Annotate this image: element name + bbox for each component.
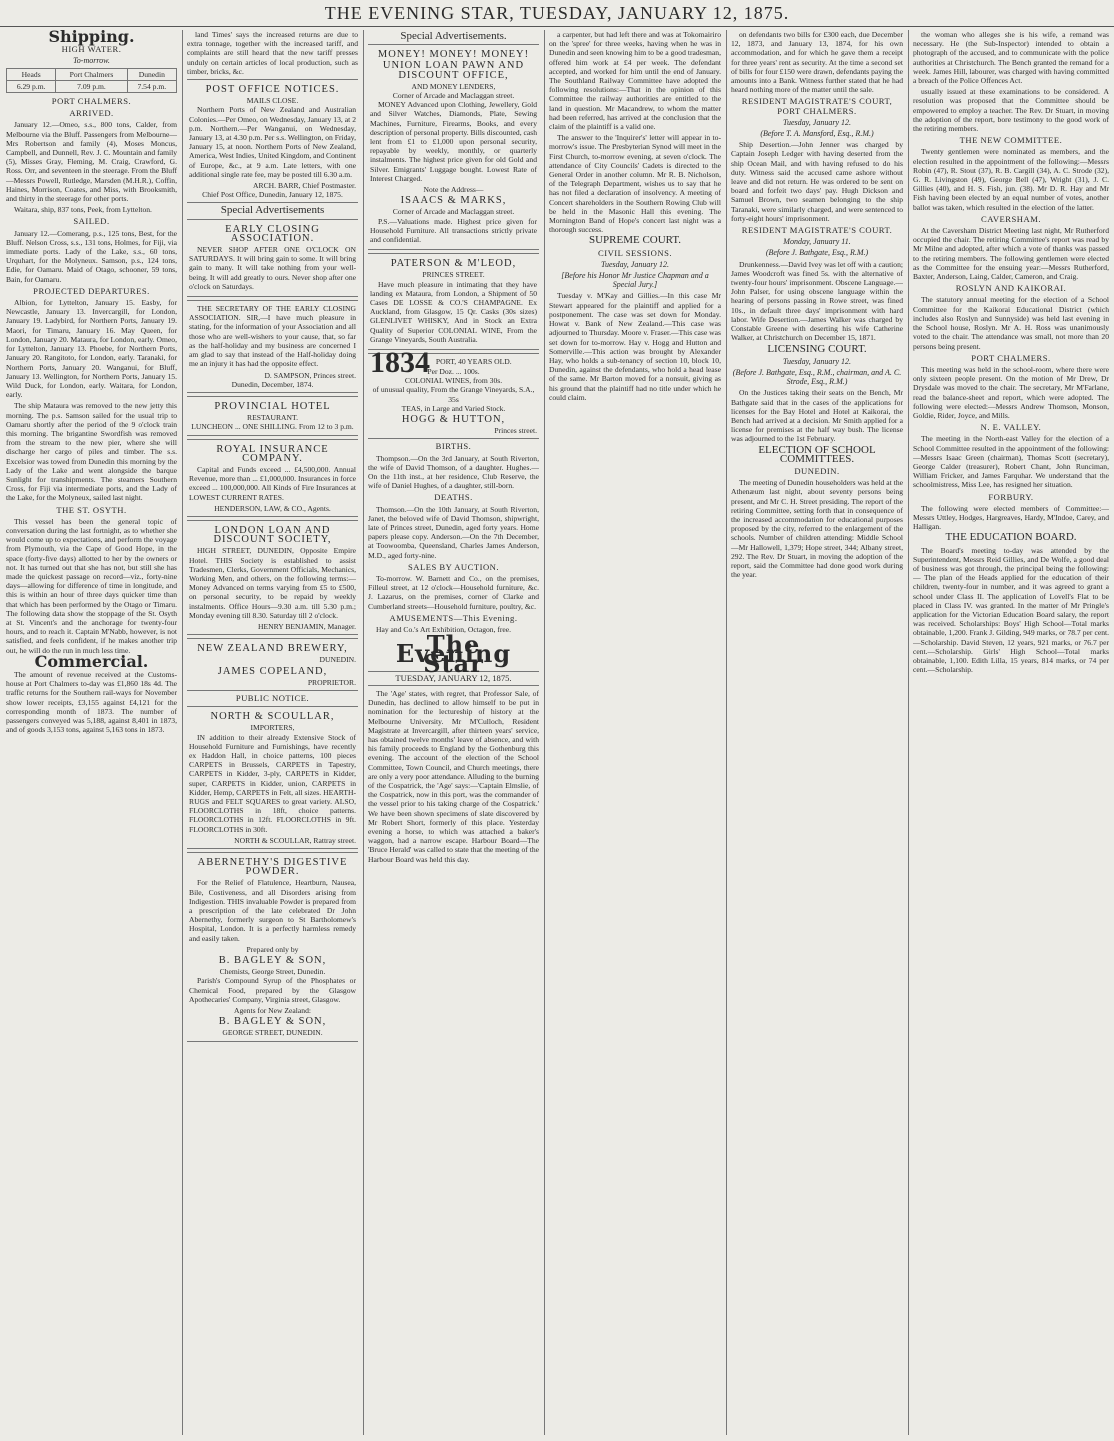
hotel-ad bbox=[187, 396, 358, 436]
royal-insurance-ad bbox=[187, 439, 358, 517]
high-water-heading: HIGH WATER. bbox=[61, 44, 122, 55]
news-middle-text: The answer to the 'Inquirer's' letter will appear in to-morrow's issue. The Presbyterian Synod will meet in the First Church, to-morrow evening, at seven o'clock. The attendance of City Councils' Cadets is directed to the General Order in another column. Mr R. B. Nicholson, of the Telegraph Department, wishes us to say that he has not filed a declaration of insolvency. A meeting of Concert shareholders in the Southern Rowing Club will be held in the Masonic Hall this evening. The Mornington Band of Hope's concert last night was a thorough success. bbox=[549, 133, 721, 235]
secretary-date: Dunedin, December, 1874. bbox=[231, 379, 314, 389]
parish-text: Parish's Compound Syrup of the Phosphates or Chemical Food, prepared by the Glasgow Apothecaries' Company, Virginia street, Glasgow. bbox=[189, 976, 356, 1004]
deaths-heading: DEATHS. bbox=[434, 492, 473, 503]
powder-heading: ABERNETHY'S DIGESTIVE POWDER. bbox=[197, 857, 348, 878]
brewery-place: DUNEDIN. bbox=[319, 655, 356, 665]
hogg-street: Princes street. bbox=[494, 426, 537, 436]
powder-ad bbox=[187, 852, 358, 1042]
port-text: PORT, 40 YEARS OLD. bbox=[435, 357, 512, 367]
union-postscript: P.S.—Valuations made. Highest price given for Household Furniture. All transactions strictly private and confidential. bbox=[370, 216, 537, 245]
teachers-text: usually issued at these examinations to be considered. A resolution was proposed that the Committee should be empowered to employ a teacher. The Rev. Dr Stuart, in moving the adoption of the report, bore testimony to the good work of the retiring members. bbox=[913, 87, 1109, 134]
royal-agents: HENDERSON, LAW, & CO., Agents. bbox=[214, 503, 331, 513]
rm-port-heading: RESIDENT MAGISTRATE'S COURT, PORT CHALMERS. bbox=[741, 96, 893, 116]
forbury-text: The following were elected members of Committee:—Messrs Uttley, Hodges, Hargreaves, Hardy, M'Indoe, Carey, and Halligan. bbox=[913, 503, 1109, 532]
osyth-heading: THE ST. OSYTH. bbox=[56, 504, 127, 515]
shipping-news: The ship Mataura was removed to the new jetty this morning. The p.s. Samson sailed for the usual trip to Oamaru shortly after the period of the 9 o'clock train this morning. The brigantine Swordfish was removed from the stream to the new pier, where she will discharge her cargo of piles and timber. The s.s. Excelsior was towed from Dunedin this morning by the Lady of the Lake and went alongside the barque Sunlight for transhipments. The steamers Southern Cross, for Fiji via intermediate ports, and the Lady of the Lake, for the Molyneux, sailed last night. bbox=[6, 401, 177, 503]
shipping-heading: Shipping. bbox=[48, 30, 135, 46]
forbury-heading: FORBURY. bbox=[988, 491, 1034, 502]
courts-intro-text: on defendants two bills for £300 each, due December 12, 1873, and January 13, 1874, for his own accommodation, and for which he gave them a receipt for three years' rent as security. At the time a second set of bills for four £150 were drawn, defendants paying the amounts into a Bank. Witness further stated that he had heard nothing more of the matter until the sale. bbox=[731, 30, 903, 95]
new-committee-text: Twenty gentlemen were nominated as members, and the election resulted in the appointment of the following:—Messrs Robin (47), R. Stout (37), R. B. Cargill (34), A. C. Strode (32), G. R. Livingston (49), George Bell (47), Wright (31), J. C. Gillies (40), and H. S. Fish, jun. (38). Mr D. R. Hay and Mr Fish having been elected by an equal number of votes, another ballot was taken, which resulted in the election of the latter. bbox=[913, 147, 1109, 212]
agents-name: B. BAGLEY & SON, bbox=[218, 1016, 327, 1028]
licensing-before: (Before J. Bathgate, Esq., R.M., chairman, and A. C. Strode, Esq., R.M.) bbox=[732, 367, 902, 387]
hotel-title: PROVINCIAL HOTEL bbox=[214, 400, 331, 412]
rm-port-date: Tuesday, January 12. bbox=[783, 117, 851, 127]
education-intro-text: the woman who alleges she is his wife, a remand was necessary. He (the Sub-Inspector) intended to obtain a photograph of the accused, and to communicate with the police authorities at Christchurch. The Bench granted the remand for a week. James Hill, labourer, was charged with having committed a breach of the Police Offences Act. bbox=[913, 30, 1109, 86]
column-rule bbox=[908, 30, 909, 1435]
licensing-date: Tuesday, January 12. bbox=[783, 356, 851, 366]
colonial-subtext: of unusual quality, From the Grange Vineyards, S.A., 35s bbox=[372, 385, 535, 404]
prepared-by: Prepared only by bbox=[246, 944, 299, 954]
postmaster-signature: ARCH. BARR, Chief Postmaster. bbox=[253, 181, 356, 191]
london-text: HIGH STREET, DUNEDIN, Opposite Empire Hotel. THIS Society is established to assist Tradesmen, Clerks, Government Officials, Mechanics, Working Men, and others, on the following terms:— Money Advanced on terms varying from £5 to £500, on personal security, to be repaid by weekly instalments. Office Hours—9.30 a.m. till 5.30 p.m.; Monday evening till 8.30. Saturday till 2 o'clock. bbox=[189, 546, 356, 620]
secretary-signature: D. SAMPSON, Princes street. bbox=[264, 370, 356, 380]
rm-dunedin-heading: RESIDENT MAGISTRATE'S COURT. bbox=[741, 225, 893, 236]
london-signature: HENRY BENJAMIN, Manager. bbox=[257, 621, 356, 631]
hotel-subtitle: RESTAURANT. bbox=[247, 413, 298, 423]
hotel-text: LUNCHEON ... ONE SHILLING. From 12 to 3 p.m. bbox=[191, 422, 354, 432]
election-place: DUNEDIN. bbox=[794, 465, 840, 476]
education-board-heading: THE EDUCATION BOARD. bbox=[945, 531, 1077, 544]
ne-valley-text: The meeting in the North-east Valley for the election of a School Committee resulted in the appointment of the following:—Messrs Isaac Green (chairman), Thomas Scott (secretary), George Calder (treasurer), Robert Chant, John Runciman, William Fricker, and James Farquhar. We understand that the schoolmistress, Miss Lee, has resigned her situation. bbox=[913, 434, 1109, 490]
brewery-ad bbox=[187, 638, 358, 691]
amusements-heading: AMUSEMENTS—This Evening. bbox=[389, 612, 518, 623]
page-masthead: THE EVENING STAR, TUESDAY, JANUARY 12, 1875. bbox=[0, 0, 1114, 27]
post-dateline: Chief Post Office, Dunedin, January 12, 1875. bbox=[202, 190, 343, 200]
roslyn-heading: ROSLYN AND KAIKORAI. bbox=[955, 283, 1067, 294]
amusements-text: Hay and Co.'s Art Exhibition, Octagon, free. bbox=[376, 625, 512, 635]
column-education bbox=[913, 30, 1109, 1435]
powder-text: For the Relief of Flatulence, Heartburn, Nausea, Bile, Costiveness, and all Disorders arising from Indigestion. THIS invaluable Powder is prepared from a prescription of the late celebrated Dr John Abernethy, formerly surgeon to St Bartholomew's Hospital, London. It is a perfectly harmless remedy and easily taken. bbox=[189, 878, 356, 943]
scoullar-role: IMPORTERS, bbox=[250, 723, 295, 733]
newspaper-nameplate: The Evening Star bbox=[395, 630, 512, 678]
sales-text: To-morrow. W. Barnett and Co., on the premises, Filleul street, at 12 o'clock—Household furniture, &c. J. Lazarus, on the premises, corner of Clarke and Cumberland streets—Household furniture, poultry, &c. bbox=[368, 574, 539, 611]
column-news bbox=[549, 30, 721, 1435]
money-title: MONEY! MONEY! MONEY! bbox=[377, 49, 530, 61]
secretary-text: THE SECRETARY OF THE EARLY CLOSING ASSOCIATION. SIR,—I have much pleasure in stating, for the information of your Association and all those who are well-wishers to your cause, that, so far as the half-holiday and my business are concerned I am glad to say that instead of the Half-holiday doing me an injury it has had the opposite effect. bbox=[189, 304, 356, 369]
court-text: Tuesday v. M'Kay and Gillies.—In this case Mr Stewart appeared for the plaintiff and applied for a postponement. The case was set down for Monday. Howat v. Bank of New Zealand.—This case was adjourned to Thursday. Moore v. Fraser.—This case was set down for to-morrow. Hay v. Hogg and Hutton and Somerville.—This action was brought by Alexander Hay, who holds a sub-tenancy of section 10, block 10, Dunedin, against the defendants, who hold a head lease of the same. Mr Barton moved for a nonsuit, giving as his ground that the plaintiff had no title under which he could claim. bbox=[549, 291, 721, 402]
column-rule bbox=[726, 30, 727, 1435]
new-committee-heading: THE NEW COMMITTEE. bbox=[959, 135, 1063, 146]
special-ads-heading: Special Advertisements bbox=[220, 204, 325, 217]
scoullar-text: IN addition to their already Extensive Stock of Household Furniture and Furnishings, have recently ex Haddon Hall, in choice patterns, 100 pieces CARPETS in Brussels, CARPETS in Tapestry, CARPETS in Kidder, 3-ply, CARPETS in Kidder, super, CARPETS in Kidder, union, CARPETS in Kidder, Hemp, CARPETS in Felt, all sizes. HEARTH-RUGS and FELT SQUARES to great variety. ALSO, FLOORCLOTHS in 18ft, choice patterns. FLOORCLOTHS in 12ft. FLOORCLOTHS in 9ft. FLOORCLOTHS in 30ft. bbox=[189, 732, 356, 834]
hogg-hutton-ad bbox=[368, 345, 539, 439]
election-heading: ELECTION OF SCHOOL COMMITTEES. bbox=[758, 443, 876, 465]
paterson-street: PRINCES STREET. bbox=[422, 270, 485, 280]
projected-label: PROJECTED DEPARTURES. bbox=[33, 285, 150, 296]
union-text: MONEY Advanced upon Clothing, Jewellery, Gold and Silver Watches, Diamonds, Plate, Sewing Machines, Furniture, Firearms, Books, and every description of personal property. Bills discounted, cash lent from £1 to £1,000 upon personal security, repayable by weekly, monthly, or quarterly instalments. The highest price given for old Gold and Silver. Emigrants' Luggage bought. Lowest Rate of Interest Charged. bbox=[370, 100, 537, 183]
column-rule bbox=[363, 30, 364, 1435]
births-heading: BIRTHS. bbox=[435, 441, 472, 452]
hogg-title: HOGG & HUTTON, bbox=[401, 413, 506, 425]
bagley-name: B. BAGLEY & SON, bbox=[218, 955, 327, 967]
port-year: 1834 bbox=[370, 345, 430, 379]
agents-label: Agents for New Zealand: bbox=[234, 1006, 311, 1016]
union-loan-ad bbox=[368, 44, 539, 250]
tide-time: 7.09 p.m. bbox=[56, 80, 127, 92]
scoullar-title: NORTH & SCOULLAR, bbox=[210, 711, 335, 723]
brewery-role: PROPRIETOR. bbox=[307, 677, 356, 687]
mails-label: MAILS CLOSE. bbox=[246, 96, 299, 106]
osyth-text: This vessel has been the general topic of conversation during the last fortnight, as to whether she would come up to expectations, and perform the voyage from Plymouth, via the Cape of Good Hope, in the space (forty-five days) allotted to her by the owners or not. It has turned out that she has not, but still she has made the quickest passage on record—viz., forty-nine days—allowing for difference of time in longitude, and this is within an hour of three days quicker time than that which has been performed by the Otago or Timaru. The following data show the stoppage of the St. Osyth at St. Vincent's and the anchorage for twenty-four hours, and to reach it. Captain M'Nabb, however, is not satisfied, and feels confident, if he makes another trip out, he will do the run in much less time. bbox=[6, 516, 177, 655]
rm-dunedin-before: (Before J. Bathgate, Esq., R.M.) bbox=[765, 248, 869, 258]
special-ads-heading: Special Advertisements. bbox=[400, 30, 507, 42]
paterson-text: Have much pleasure in intimating that they have landing ex Mataura, from London, a Shipment of 50 Cases DE LOSSE & CO.'S CHAMPAGNE. Ex Auckland, from Glasgow, 15 Qr. Casks (30s sizes) GLENLIVET WHISKY, And in Stock an Extra Quality of Superior COLONIAL WINE, From the Grange Vineyards, South Australia. bbox=[370, 279, 537, 344]
secretary-letter bbox=[187, 300, 358, 393]
column-shipping bbox=[6, 30, 177, 1435]
paterson-title: PATERSON & M'LEOD, bbox=[390, 258, 517, 270]
early-closing-text: NEVER SHOP AFTER ONE O'CLOCK ON SATURDAYS. It will bring gain to some. It will bring gain to many. It will take nothing from your well-being. It will add greatly to ours. Never shop after one o'clock on Saturdays. bbox=[189, 245, 356, 291]
column-notices bbox=[187, 30, 358, 1435]
royal-title: ROYAL INSURANCE COMPANY. bbox=[216, 443, 329, 464]
deaths-text: Thomson.—On the 10th January, at South Riverton, Janet, the beloved wife of David Thomson, shipwright, late of Princes street, Dunedin, aged forty years. Home papers please copy. Anderson.—On the 7th December, at Toowoomba, Queensland, Charles James Anderson, M.D., aged forty-nine. bbox=[368, 504, 539, 560]
sailed-text: January 12.—Comerang, p.s., 125 tons, Best, for the Bluff. Nelson Cross, s.s., 131 tons, Holmes, for Fiji, via immediate ports. Lady of the Lake, s.s., 60 tons, Urquhart, for the Molyneux. Samson, p.s., 124 tons, Edie, for Oamaru. Maid of Otago, schooner, 59 tons, Bain, for Oamaru. bbox=[6, 228, 177, 284]
supreme-court-heading: SUPREME COURT. bbox=[588, 234, 682, 247]
tide-header: Dunedin bbox=[127, 68, 176, 80]
arrived-label: ARRIVED. bbox=[69, 108, 114, 119]
union-corner: Corner of Arcade and Maclaggan street. bbox=[392, 207, 515, 217]
waitara-text: Waitara, ship, 837 tons, Peek, from Lyttelton. bbox=[14, 205, 152, 215]
arrived-text: January 12.—Omeo, s.s., 800 tons, Calder, from Melbourne via the Bluff. Passengers from Melbourne—Mrs Robertson and family (4), Moses Moncus, Campbell, and Dunnell, Rev. J. C. Mountain and family (5), Misses Gray, Fleming, M. Craig, Crawford, G. Ross. Orr, and seventeen in the steerage. From the Bluff—Messrs Powell, Rutledge, Marsden (M.H.R.), Coffin, Haines, Morrison, Coates, and Miss, with Brooksmith, and thirty in the steerage for other ports. bbox=[6, 120, 177, 204]
column-courts bbox=[731, 30, 903, 1435]
tide-time: 6.29 p.m. bbox=[7, 80, 56, 92]
early-closing-ad bbox=[187, 219, 358, 297]
ne-valley-heading: N. E. VALLEY. bbox=[980, 422, 1042, 433]
sailed-label: SAILED. bbox=[73, 216, 110, 227]
commercial-text: The amount of revenue received at the Customs-house at Port Chalmers to-day was £1,860 18s 4d. The traffic returns for the Southern rail-ways for November show lower receipts, £3,155 against £4,121 for the corresponding month of 1873. The number of passengers conveyed was 5,188, against 8,401 in 1873, and of goods 3,153 tons, against 5,163 tons in 1873. bbox=[6, 670, 177, 735]
news-intro-text: a carpenter, but had left there and was at Tokomairiro on the 'spree' for three weeks, having when he was in Dunedin and seen knowing him to be a good tradesman, offered him work at £4 per week. The defendant accepted, and worked for him until the end of January. The Southland Railway Committee have adopted the following resolutions:—That in the opinion of this Committee the railway authorities are entitled to the land in question. Mr Macandrew, to whom the matter had been referred, has arrived at the conclusion that the claim of the plaintiff is a valid one. bbox=[549, 30, 721, 132]
rm-port-text: Ship Desertion.—John Jenner was charged by Captain Joseph Ledger with having deserted from the ship Ocean Mail, and with having refused to do his duty. Witness said the accused came ashore without leave and did not return. He was ordered to be sent on board and forfeit two days' pay. Hugh Dickson and Samuel Brown, two seamen belonging to the ship Taranaki, were similarly charged, and were sentenced to forty-eight hours' imprisonment. bbox=[731, 140, 903, 223]
royal-text: Capital and Funds exceed ... £4,500,000. Annual Revenue, more than ... £1,000,000. Insurances in force exceed ... 100,000,000. All Kinds of Fire Insurances at LOWEST CURRENT RATES. bbox=[189, 464, 356, 502]
tide-table bbox=[6, 68, 177, 93]
brewery-title: NEW ZEALAND BREWERY, bbox=[197, 643, 348, 655]
public-notice-heading: PUBLIC NOTICE. bbox=[235, 692, 310, 703]
education-board-text: The Board's meeting to-day was attended by the Superintendent, Messrs Reid Gillies, and De Wolfe, a good deal of business was got through, the principal being the following:— The plan of the Heads applied for the education of their children, twenty-four in number, and it was agreed to grant a school under Class II. The application of Lovell's Flat to be placed in Class IV. was granted. In the matter of Mr Pringle's application for the Victorian Education Board salary, the report was received. Scholarships: Boys' High School—Total marks obtainable, 1,200. Frank J. Gilding, 949 marks, or 78.7 per cent.—Scholarship. David Steven, 12 years, 921 marks, or 76.7 per cent.—Scholarship. Girls' High School—Total marks obtainable, 1,100. Edith Lilla, 15 years, 814 marks, or 74 per cent.—Scholarship. bbox=[913, 545, 1109, 675]
sales-heading: SALES BY AUCTION. bbox=[407, 561, 500, 572]
union-address: Corner of Arcade and Maclaggan street. bbox=[392, 91, 515, 101]
commercial-heading: Commercial. bbox=[34, 651, 149, 671]
london-loan-ad bbox=[187, 520, 358, 635]
births-text: Thompson.—On the 3rd January, at South Riverton, the wife of David Thomson, of a daughter. Hughes.—On the 11th inst., at her residence, Club Reserve, the wife of Daniel Hughes, of a daughter, still-born. bbox=[368, 453, 539, 491]
rm-dunedin-date: Monday, January 11. bbox=[783, 237, 851, 247]
teas-text: TEAS, in Large and Varied Stock. bbox=[401, 403, 506, 413]
court-date: Tuesday, January 12. bbox=[601, 259, 669, 269]
union-subtitle: AND MONEY LENDERS, bbox=[411, 81, 496, 91]
agents-address: GEORGE STREET, DUNEDIN. bbox=[222, 1028, 323, 1038]
union-note: Note the Address— bbox=[423, 185, 484, 195]
london-title: LONDON LOAN AND DISCOUNT SOCIETY, bbox=[213, 524, 332, 546]
tide-header: Heads bbox=[7, 68, 56, 80]
colonial-text: COLONIAL WINES, from 30s. bbox=[404, 376, 503, 386]
port-price: Per Doz. ... 100s. bbox=[427, 366, 480, 376]
caversham-text: At the Caversham District Meeting last night, Mr Rutherford occupied the chair. The retiring Committee's report was read by Mr Milne and adopted, after which a vote of thanks was passed to the retiring members. The following gentlemen were elected as the Committee for the ensuing year:—Messrs Rutherford, Baxter, Anderson, Laing, Calder, Cameron, and Craig. bbox=[913, 226, 1109, 282]
bagley-role: Chemists, George Street, Dunedin. bbox=[219, 967, 326, 977]
tide-time: 7.54 p.m. bbox=[127, 80, 176, 92]
post-heading: POST OFFICE NOTICES. bbox=[205, 84, 340, 96]
rm-dunedin-text: Drunkenness.—David Ivey was let off with a caution; James Woodcroft was fined 5s. with the alternative of twenty-four hours' imprisonment. Obscene Language.—John Palser, for using obscene language within the hearing of persons passing in Rowe street, was fined 10s., in default three days' imprisonment with hard labor. Wife Desertion.—James Walker was charged by Constable Greene with deserting his wife Catherine Walker, at Christchurch on December 15, 1871. bbox=[731, 259, 903, 343]
rm-port-before: (Before T. A. Mansford, Esq., R.M.) bbox=[760, 129, 874, 139]
column-advertisements bbox=[368, 30, 539, 1435]
scoullar-ad bbox=[187, 706, 358, 849]
tide-subheading: To-morrow. bbox=[73, 56, 110, 66]
paterson-ad bbox=[368, 253, 539, 350]
roslyn-text: The statutory annual meeting for the election of a School Committee for the Kaikorai Educational District (which includes also Roslyn and Sunnyside) was held last evening in the School house, Roslyn. Mr A. H. Ross was unanimously voted to the chair. The attendance was small, not more than 20 persons being present. bbox=[913, 295, 1109, 351]
leader-text: The 'Age' states, with regret, that Professor Sale, of Dunedin, has declined to allow himself to be put in nomination for the lectureship of history at the Melbourne University. Mr M'Culloch, Resident Magistrate at Invercargill, after thirteen years' service, has obtained twelve months' leave of absence, and with his family proceeds to England by the Gothenburg this evening. The account of the election of the School Committee, Town Council, and Church meetings, there are only a very poor attendance. Alluding to the burning of the Cospatrick, the 'Age' says:—'Captain Elmslie, of the Cospatrick, now in this port, was the commander of the vessel prior to his taking charge of the Cospatrick.' We have been shown specimens of slate discovered by Mr Robert Short, formerly of this place. Yesterday evening a horse, to which was attached a baker's waggon, had a narrow escape. Harbour Board—The 'Bruce Herald' was called to state that the meeting of the Harbour Board was held this day. bbox=[368, 689, 539, 864]
tariff-text: land Times' says the increased returns are due to extra tonnage, together with the increased tariff, and complaints are still heard that the new tariff presses unduly on certain articles of local production, such as timber, bricks, &c. bbox=[187, 30, 358, 76]
mails-text: Northern Ports of New Zealand and Australian Colonies.—Per Omeo, on Wednesday, January 13, at 2 p.m. Northern.—Per Wanganui, on Wednesday, January 13, at 4.30 p.m. Per s.s. Wellington, on Friday, January 15, at noon. Northern Ports of New Zealand, America, West Indies, United Kingdom, and Continent of Europe, &c., at 9 a.m. Late letters, with one additional single rate fee, may be posted till 6.30 a.m. bbox=[189, 105, 356, 179]
early-closing-title: EARLY CLOSING ASSOCIATION. bbox=[225, 223, 320, 244]
post-office-notice bbox=[187, 79, 358, 203]
scoullar-signature: NORTH & SCOULLAR, Rattray street. bbox=[234, 835, 356, 845]
brewery-name: JAMES COPELAND, bbox=[217, 665, 328, 677]
licensing-heading: LICENSING COURT. bbox=[767, 342, 867, 355]
port-chalmers-text: This meeting was held in the school-room, where there were only sixteen people present. On the motion of Mr Drew, Dr Drysdale was moved to the chair. The secretary, Mr M'Farlane, read the balance-sheet and report, which were adopted. The following were elected:—Messrs Andrew Thomson, Monson, Goldie, Rider, Joyce, and Mills. bbox=[913, 364, 1109, 420]
civil-sessions-heading: CIVIL SESSIONS. bbox=[597, 247, 673, 258]
port-chalmers-heading: PORT CHALMERS. bbox=[971, 352, 1051, 363]
union-name: ISAACS & MARKS, bbox=[400, 195, 507, 207]
caversham-heading: CAVERSHAM. bbox=[981, 213, 1041, 224]
union-title: UNION LOAN PAWN AND DISCOUNT OFFICE, bbox=[382, 60, 525, 81]
election-text: The meeting of Dunedin householders was held at the Athenæum last night, about seventy persons being present, and Mr C. H. Street presiding. The report of the retiring Committee, setting forth that in consequence of the increased accommodation for educational purposes proposed by the city, referred to the enlargement of the schools. Number of children attending: Middle School—Mr Hallowell, 1,379; Hope street, 344; Albany street, 292. The Rev. Dr Stuart, in moving the adoption of the report, said the Committee had done good work during the year. bbox=[731, 478, 903, 580]
licensing-text: On the Justices taking their seats on the Bench, Mr Bathgate said that in the cases of the applications for licenses for the Bay Hotel and Hotel at Kaikorai, the Bench had arrived at a decision. Mr Smith applied for a license for premises at the half way bush. The license was adjourned to the 1st February. bbox=[731, 388, 903, 444]
issue-dateline: TUESDAY, JANUARY 12, 1875. bbox=[368, 671, 539, 686]
column-rule bbox=[182, 30, 183, 1435]
projected-text: Albion, for Lyttelton, January 15. Easby, for Newcastle, January 13. Invercargill, for London, January 19. Ladybird, for Northern Ports, January 19. Maori, for Timaru, January 16. May Queen, for London, January 20. Mataura, for London, early. Omeo, for Lyttelton, January 13. Phoebe, for Northern Ports, January 20. Rangitoto, for London, early. Taranaki, for Northern Ports, January 20. Wanganui, for Bluff, January 13. Wellington, for Northern Ports, January 15. Wild Duck, for London, early. Waitara, for London, early. bbox=[6, 298, 177, 400]
port-heading: PORT CHALMERS. bbox=[51, 96, 132, 107]
column-rule bbox=[544, 30, 545, 1435]
tide-header: Port Chalmers bbox=[56, 68, 127, 80]
court-before: [Before his Honor Mr Justice Chapman and a Special Jury.] bbox=[561, 271, 709, 290]
